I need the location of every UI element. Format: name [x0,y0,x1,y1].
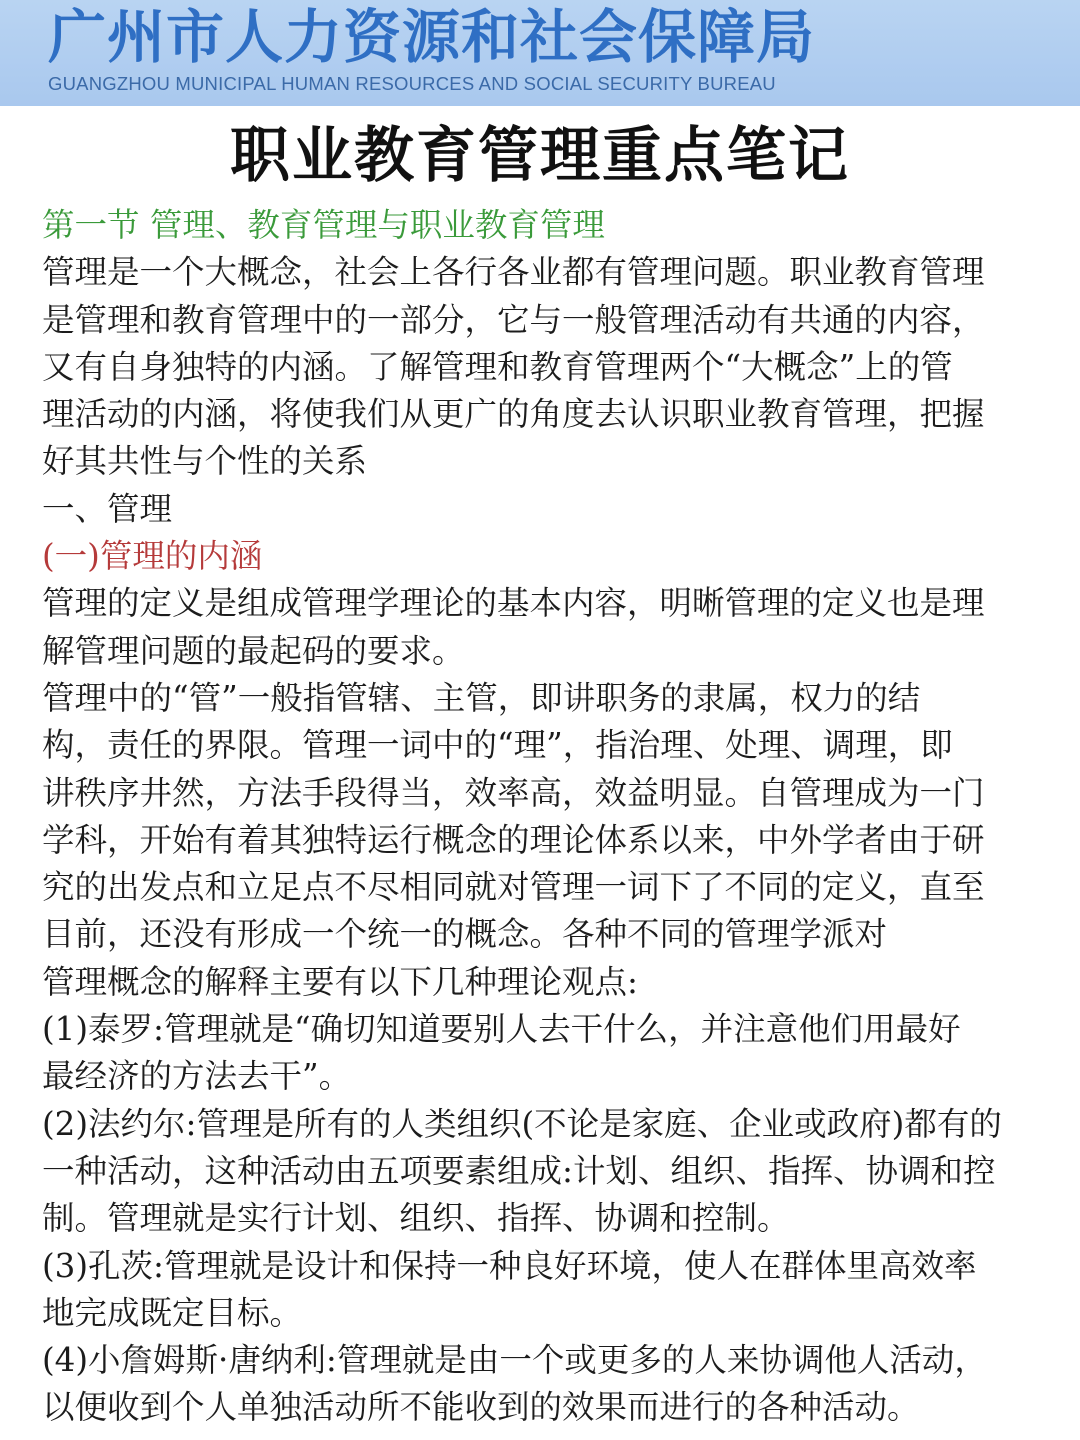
paragraph-line: 管理的定义是组成管理学理论的基本内容，明晰管理的定义也是理 [42,584,985,623]
paragraph-line: 目前，还没有形成一个统一的概念。各种不同的管理学派对 [42,915,888,954]
paragraph-line: 又有自身独特的内涵。了解管理和教育管理两个“大概念”上的管 [42,347,953,386]
paragraph-line: 好其共性与个性的关系 [42,442,368,481]
list-item-line: 以便收到个人单独活动所不能收到的效果而进行的各种活动。 [42,1388,920,1427]
header-banner [0,0,1080,106]
paragraph-line: 是管理和教育管理中的一部分，它与一般管理活动有共通的内容， [42,300,985,339]
document-title: 职业教育管理重点笔记 [230,121,850,191]
paragraph-line: 管理是一个大概念，社会上各行各业都有管理问题。职业教育管理 [42,253,985,292]
document-body [42,202,1042,1432]
paragraph-line: 管理概念的解释主要有以下几种理论观点: [42,962,638,1001]
paragraph-line: 解管理问题的最起码的要求。 [42,631,465,670]
paragraph-line: 构，责任的界限。管理一词中的“理”，指治理、处理、调理，即 [42,726,953,765]
bureau-name-zh: 广州市人力资源和社会保障局 [48,3,816,71]
list-item-line: 一种活动，这种活动由五项要素组成:计划、组织、指挥、协调和控 [42,1151,996,1190]
paragraph-line: 理活动的内涵，将使我们从更广的角度去认识职业教育管理，把握 [42,395,985,434]
paragraph-line: 学科，开始有着其独特运行概念的理论体系以来，中外学者由于研 [42,820,985,859]
paragraph-line: 管理中的“管”一般指管辖、主管，即讲职务的隶属，权力的结 [42,678,921,717]
bureau-name-en: GUANGZHOU MUNICIPAL HUMAN RESOURCES AND SOCIAL SECURITY BUREAU [48,73,776,94]
list-item-line: 最经济的方法去干”。 [42,1057,352,1096]
list-item-line: (4)小詹姆斯·唐纳利:管理就是由一个或更多的人来协调他人活动， [42,1341,987,1380]
list-item-line: 地完成既定目标。 [42,1293,303,1332]
list-item-line: (3)孔茨:管理就是设计和保持一种良好环境，使人在群体里高效率 [42,1246,977,1285]
list-item-line: (1)泰罗:管理就是“确切知道要别人去干什么，并注意他们用最好 [42,1010,961,1049]
paragraph-line: 讲秩序井然，方法手段得当，效率高，效益明显。自管理成为一门 [42,773,985,812]
list-item-line: 制。管理就是实行计划、组织、指挥、协调和控制。 [42,1199,790,1238]
section-heading: 第一节 管理、教育管理与职业教育管理 [42,206,605,244]
subsection-heading: (一)管理的内涵 [42,537,263,576]
paragraph-line: 究的出发点和立足点不尽相同就对管理一词下了不同的定义，直至 [42,868,985,907]
list-item-line: (2)法约尔:管理是所有的人类组织(不论是家庭、企业或政府)都有的 [42,1104,1002,1143]
subheading: 一、管理 [42,489,173,528]
